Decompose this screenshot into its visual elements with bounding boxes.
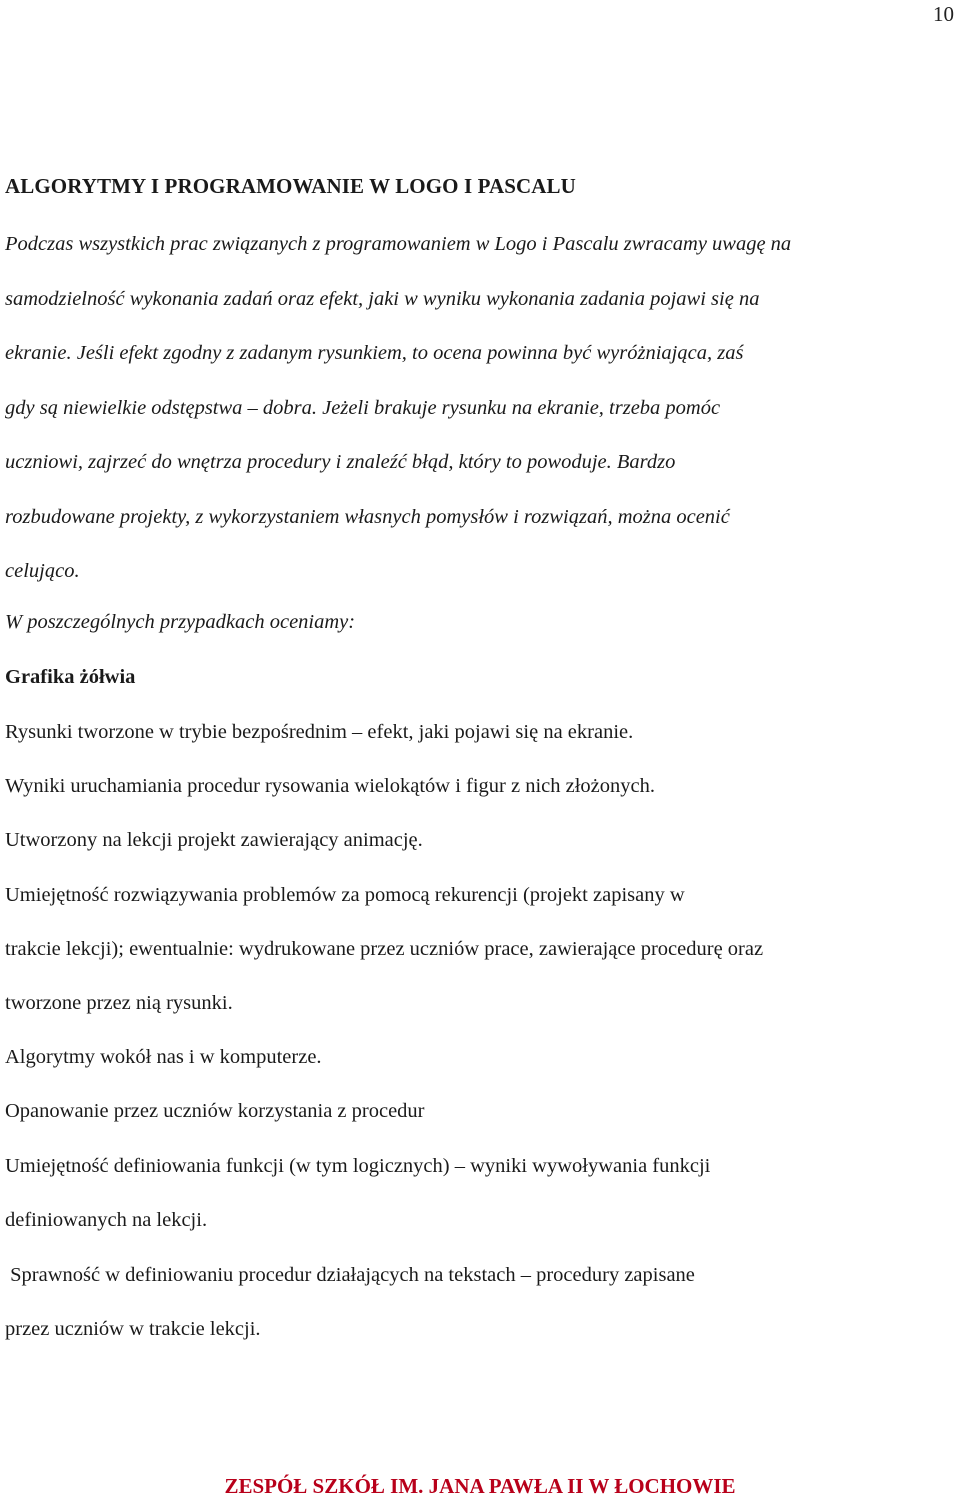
assessment-item: Opanowanie przez uczniów korzystania z procedur: [5, 1100, 425, 1122]
document-heading: ALGORYTMY I PROGRAMOWANIE W LOGO I PASCALU: [5, 174, 576, 198]
intro-line: uczniowi, zajrzeć do wnętrza procedury i znaleźć błąd, który to powoduje. Bardzo: [5, 451, 676, 473]
intro-line: celująco.: [5, 560, 80, 582]
assessment-intro: W poszczególnych przypadkach oceniamy:: [5, 611, 356, 633]
intro-line: gdy są niewielkie odstępstwa – dobra. Jeżeli brakuje rysunku na ekranie, trzeba pomóc: [5, 396, 721, 419]
assessment-item: trakcie lekcji); ewentualnie: wydrukowane przez uczniów prace, zawierające procedurę oraz: [5, 938, 764, 960]
intro-line: Podczas wszystkich prac związanych z programowaniem w Logo i Pascalu zwracamy uwagę na: [5, 233, 792, 255]
assessment-item: Rysunki tworzone w trybie bezpośrednim – efekt, jaki pojawi się na ekranie.: [5, 721, 634, 743]
page-footer: ZESPÓŁ SZKÓŁ IM. JANA PAWŁA II W ŁOCHOWIE: [224, 1474, 736, 1498]
intro-paragraph: [5, 217, 905, 599]
assessment-item: przez uczniów w trakcie lekcji.: [5, 1318, 261, 1340]
page-number: 10: [933, 2, 954, 26]
assessment-item: Algorytmy wokół nas i w komputerze.: [5, 1046, 322, 1068]
intro-line: ekranie. Jeśli efekt zgodny z zadanym rysunkiem, to ocena powinna być wyróżniająca, zaś: [5, 342, 744, 364]
intro-line: rozbudowane projekty, z wykorzystaniem własnych pomysłów i rozwiązań, można ocenić: [5, 505, 730, 528]
section-title: Grafika żółwia: [5, 666, 136, 688]
assessment-item: Umiejętność rozwiązywania problemów za pomocą rekurencji (projekt zapisany w: [5, 884, 685, 906]
assessment-item: Utworzony na lekcji projekt zawierający animację.: [5, 829, 423, 851]
assessment-item: Umiejętność definiowania funkcji (w tym logicznych) – wyniki wywoływania funkcji: [5, 1155, 711, 1177]
assessment-item: Wyniki uruchamiania procedur rysowania wielokątów i figur z nich złożonych.: [5, 775, 655, 797]
assessment-item: tworzone przez nią rysunki.: [5, 992, 233, 1014]
assessment-item: Sprawność w definiowaniu procedur działających na tekstach – procedury zapisane: [5, 1264, 695, 1286]
assessment-item: definiowanych na lekcji.: [5, 1209, 208, 1231]
intro-line: samodzielność wykonania zadań oraz efekt, jaki w wyniku wykonania zadania pojawi się na: [5, 287, 760, 310]
